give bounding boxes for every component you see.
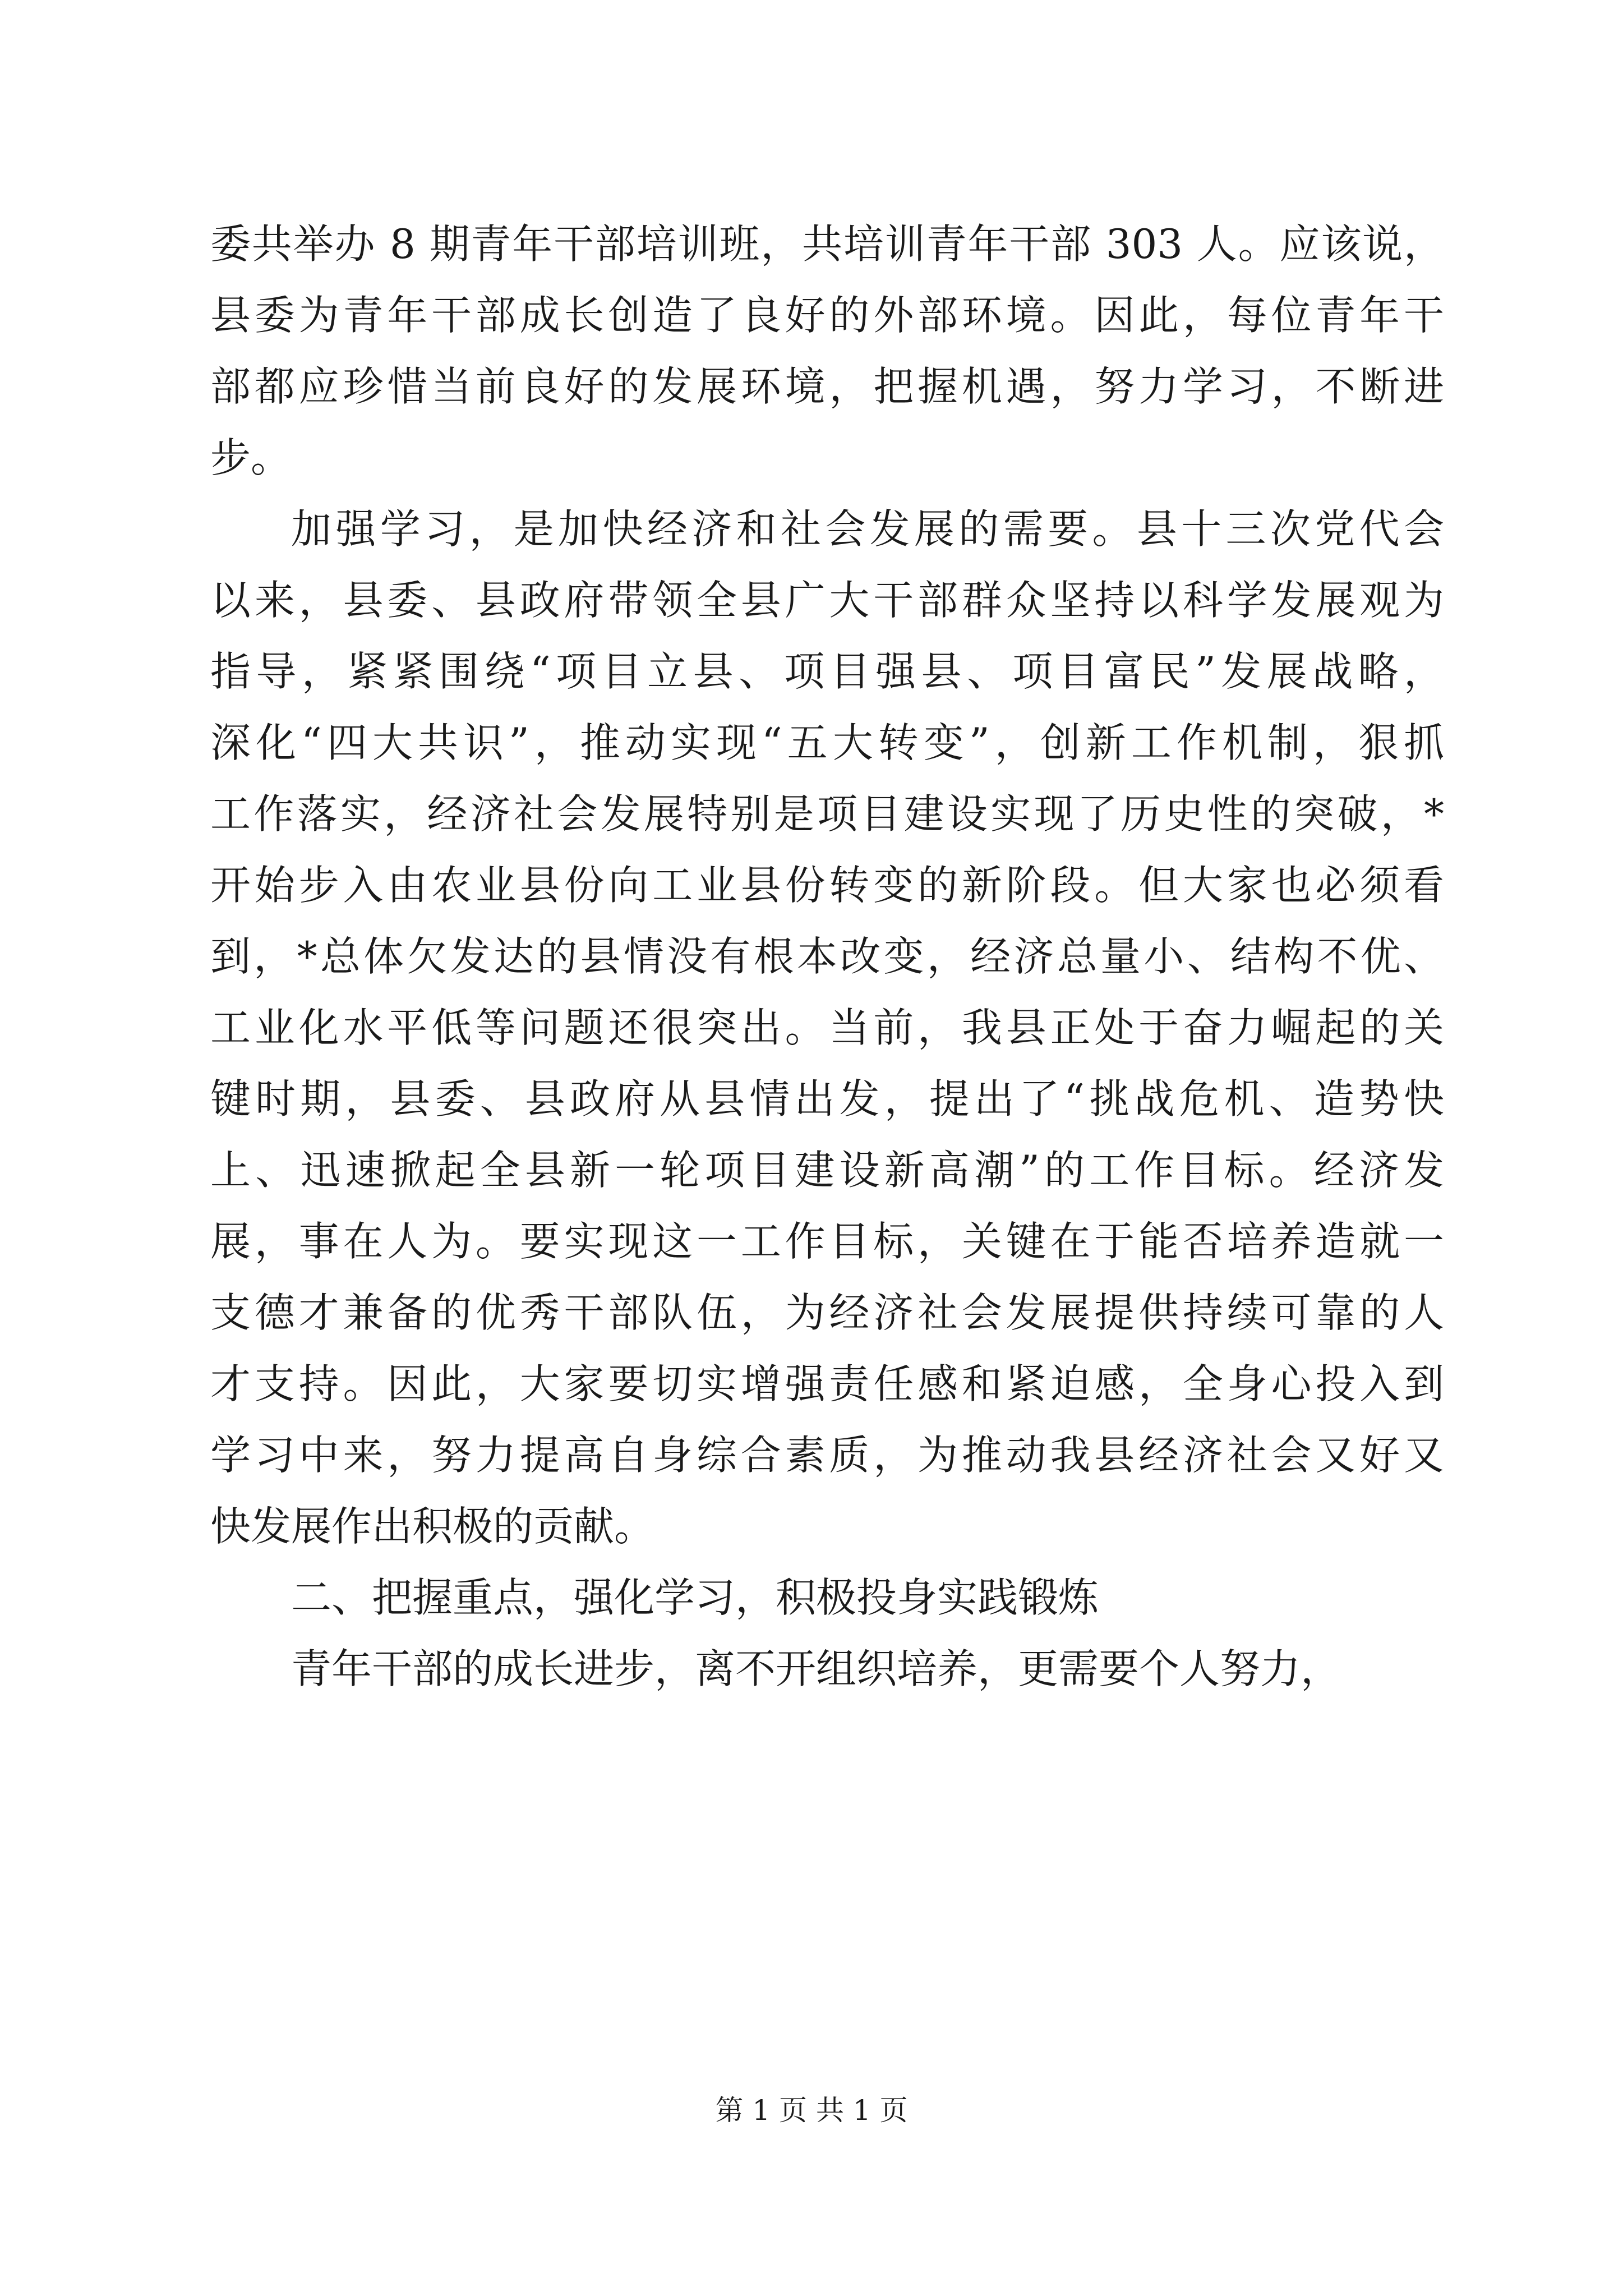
text-line: 以来，县委、县政府带领全县广大干部群众坚持以科学发展观为 xyxy=(210,577,1444,624)
text-line: 步。 xyxy=(210,434,292,481)
text-line: 学习中来，努力提高自身综合素质，为推动我县经济社会又好又 xyxy=(210,1432,1444,1479)
text-line: 到，*总体欠发达的县情没有根本改变，经济总量小、结构不优、 xyxy=(210,933,1444,980)
text-line: 键时期，县委、县政府从县情出发，提出了“挑战危机、造势快 xyxy=(210,1075,1444,1122)
text-line: 委共举办 8 期青年干部培训班，共培训青年干部 303 人。应该说， xyxy=(210,220,1444,268)
text-line: 工作落实，经济社会发展特别是项目建设实现了历史性的突破，* xyxy=(210,790,1444,838)
text-line: 指导，紧紧围绕“项目立县、项目强县、项目富民”发展战略， xyxy=(210,648,1444,695)
page-number: 第 1 页 共 1 页 xyxy=(715,2094,908,2127)
text-line: 才支持。因此，大家要切实增强责任感和紧迫感，全身心投入到 xyxy=(210,1360,1444,1407)
text-line: 开始步入由农业县份向工业县份转变的新阶段。但大家也必须看 xyxy=(210,862,1444,909)
section-heading: 二、把握重点，强化学习，积极投身实践锻炼 xyxy=(291,1574,1099,1621)
text-line: 部都应珍惜当前良好的发展环境，把握机遇，努力学习，不断进 xyxy=(210,363,1444,410)
text-line: 支德才兼备的优秀干部队伍，为经济社会发展提供持续可靠的人 xyxy=(210,1289,1444,1336)
body-text xyxy=(210,209,1444,1705)
text-line: 展，事在人为。要实现这一工作目标，关键在于能否培养造就一 xyxy=(210,1218,1444,1265)
text-line: 快发展作出积极的贡献。 xyxy=(210,1503,655,1550)
page-footer xyxy=(0,2093,1623,2127)
text-line: 青年干部的成长进步，离不开组织培养，更需要个人努力， xyxy=(291,1645,1341,1692)
text-line: 加强学习，是加快经济和社会发展的需要。县十三次党代会 xyxy=(291,505,1444,553)
text-line: 县委为青年干部成长创造了良好的外部环境。因此，每位青年干 xyxy=(210,292,1444,339)
text-line: 深化“四大共识”，推动实现“五大转变”，创新工作机制，狠抓 xyxy=(210,719,1444,766)
text-line: 上、迅速掀起全县新一轮项目建设新高潮”的工作目标。经济发 xyxy=(210,1147,1444,1194)
text-line: 工业化水平低等问题还很突出。当前，我县正处于奋力崛起的关 xyxy=(210,1004,1444,1051)
